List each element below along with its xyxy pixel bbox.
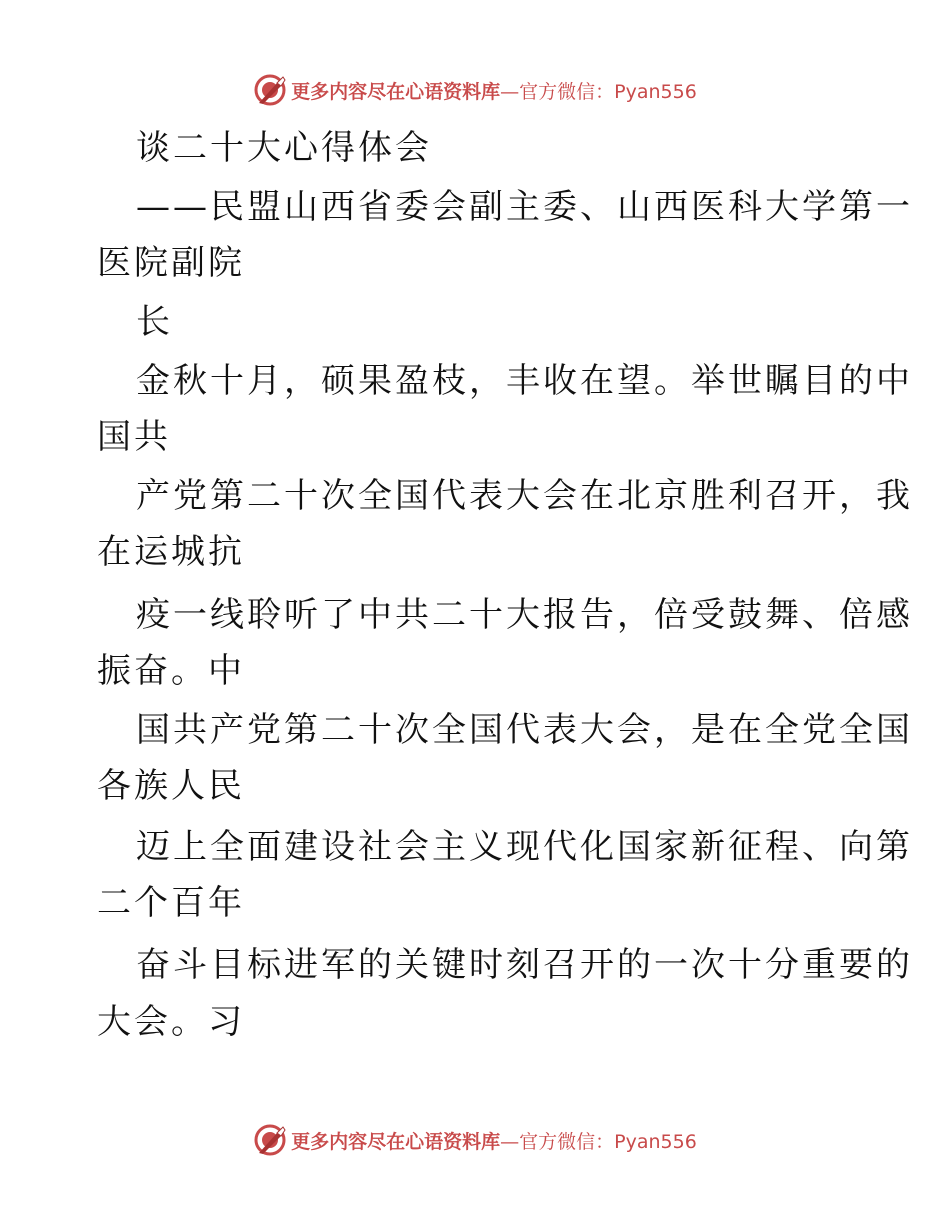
footer-banner (0, 1120, 950, 1160)
banner-wechat: 官方微信：Pyan556 (519, 80, 697, 103)
text-line: 产党第二十次全国代表大会在北京胜利召开，我 (136, 476, 913, 516)
banner-text: 更多内容尽在心语资料库 (291, 1130, 501, 1153)
banner-text: 更多内容尽在心语资料库 (291, 80, 501, 103)
text-line: 国共产党第二十次全国代表大会，是在全党全国 (136, 710, 913, 750)
doc-title: 谈二十大心得体会 (136, 128, 432, 168)
text-line: 国共 (97, 417, 171, 457)
text-line: 长 (136, 302, 173, 342)
text-line: 金秋十月，硕果盈枝，丰收在望。举世瞩目的中 (136, 361, 913, 401)
text-line: 迈上全面建设社会主义现代化国家新征程、向第 (136, 827, 913, 867)
text-line: 在运城抗 (97, 532, 245, 572)
text-line: 二个百年 (97, 883, 245, 923)
header-banner (0, 70, 950, 110)
banner-wechat: 官方微信：Pyan556 (519, 1130, 697, 1153)
text-line: 医院副院 (97, 243, 245, 283)
text-line: 振奋。中 (97, 651, 245, 691)
text-line: 疫一线聆听了中共二十大报告，倍受鼓舞、倍感 (136, 595, 913, 635)
banner-dash: — (500, 1130, 520, 1153)
pen-logo-icon (253, 73, 287, 107)
text-line: ——民盟山西省委会副主委、山西医科大学第一 (136, 187, 913, 227)
text-line: 奋斗目标进军的关键时刻召开的一次十分重要的 (136, 945, 913, 985)
text-line: 大会。习 (97, 1002, 245, 1042)
banner-dash: — (500, 80, 520, 103)
pen-logo-icon (253, 1123, 287, 1157)
text-line: 各族人民 (97, 766, 245, 806)
